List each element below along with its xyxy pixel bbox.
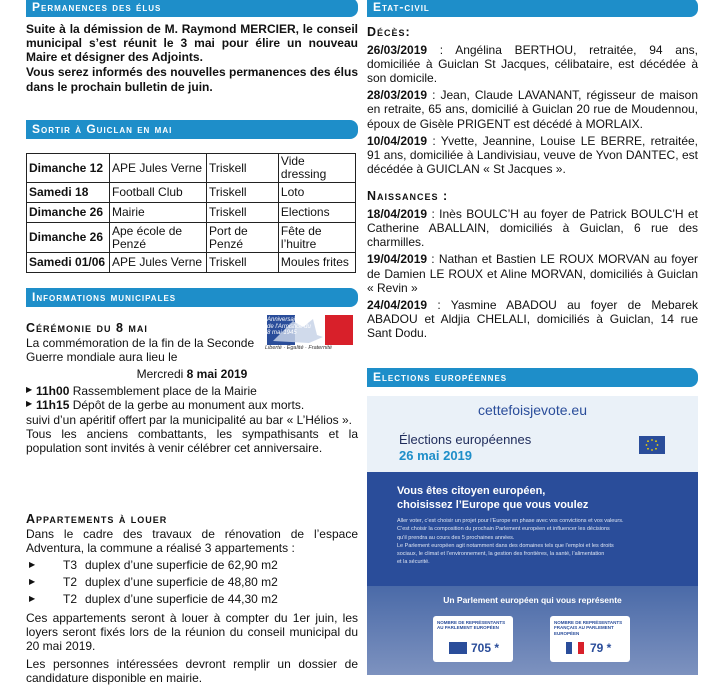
date-prefix: Mercredi	[136, 367, 187, 382]
entry-date: 10/04/2019	[367, 133, 428, 148]
permanences-heading: Permanences des élus	[26, 0, 358, 17]
table-cell: Ape école de Penzé	[110, 223, 207, 253]
entry-date: 18/04/2019	[367, 206, 428, 221]
poster-title: Élections européennes	[399, 432, 532, 447]
poster-band-text: Un Parlement européen qui vous représente	[443, 595, 622, 605]
appart-desc: duplex d’une superficie de 44,30 m2	[85, 592, 278, 607]
poster-url: cettefoisjevote.eu	[478, 402, 587, 418]
list-item	[26, 575, 358, 589]
deces-list	[367, 43, 698, 176]
table-cell: Triskell	[207, 183, 279, 203]
table-cell: Dimanche 26	[27, 223, 110, 253]
table-cell: Triskell	[207, 253, 279, 273]
permanences-p2: Vous serez informés des nouvelles permanences des élus dans le prochain bulletin de juin.	[26, 65, 358, 94]
table-row	[27, 253, 356, 273]
schedule-time-1: 11h00	[36, 384, 70, 399]
table-cell: Fête de l’huitre	[278, 223, 355, 253]
appart-type: T2	[63, 575, 78, 590]
table-cell: Elections	[278, 203, 355, 223]
table-row	[27, 183, 356, 203]
armistice-logo	[263, 315, 358, 353]
logo-lettering: Anniversaire de l'Armistice du 8 mai 1945	[267, 317, 311, 337]
appart-desc: duplex d’une superficie de 48,80 m2	[85, 575, 278, 590]
appart-text2: Ces appartements seront à louer à compter du 1er juin, les loyers seront fixés lors de la réunion du conseil municipal du 20 mai 2019.	[26, 610, 358, 653]
ceremonie-text: La commémoration de la fin de la Seconde Guerre mondiale aura lieu le	[26, 335, 255, 364]
fr-flag-icon	[566, 642, 584, 654]
list-item	[367, 43, 698, 85]
permanences-body	[26, 22, 358, 94]
card-fr-label: NOMBRE DE REPRÉSENTANTS FRANÇAIS AU PARLEMENT EUROPÉEN	[554, 620, 623, 636]
ceremonie-date	[26, 367, 358, 381]
permanences-p1: Suite à la démission de M. Raymond MERCIER, le conseil municipal s’est réunit le 3 mai pour élire un nouveau Maire et désigner des Adjoints.	[26, 22, 358, 65]
list-item	[367, 207, 698, 249]
table-cell: Mairie	[110, 203, 207, 223]
aperitif-text: suivi d’un apéritif offert par la municipalité au bar « L’Hélios ».	[26, 412, 352, 427]
deces-title: Décès:	[367, 25, 411, 39]
appart-title: Appartements à louer	[26, 512, 168, 526]
entry-text: : Yvette, Jeannine, Louise LE BERRE, retraitée, 91 ans, domiciliée à Landivisiau, veuve de Yvon DANTEC, est décédée à GUICLAN « St Jacques ».	[367, 133, 698, 176]
poster-card-eu	[433, 616, 513, 662]
entry-text: : Inès BOULC’H au foyer de Patrick BOULC’H et Catherine ABALLAIN, domiciliés à Guiclan, 6 rue des charmilles.	[367, 206, 698, 250]
table-cell: Triskell	[207, 154, 279, 183]
card-eu-value: 705 *	[471, 641, 500, 655]
entry-date: 19/04/2019	[367, 252, 428, 267]
ceremonie-title: Cérémonie du 8 mai	[26, 321, 148, 335]
poster-headline: Vous êtes citoyen européen, choisissez l’Europe que vous voulez	[397, 485, 589, 512]
table-cell: Loto	[278, 183, 355, 203]
table-cell: Moules frites	[278, 253, 355, 273]
table-row	[27, 154, 356, 183]
appart-block	[26, 512, 358, 685]
eu-flag-icon	[639, 436, 665, 454]
sortir-heading: Sortir à Guiclan en mai	[26, 120, 358, 139]
card-fr-value: 79 *	[590, 641, 612, 655]
schedule-item-2	[26, 398, 358, 412]
entry-text: : Angélina BERTHOU, retraitée, 94 ans, domiciliée à Guiclan St Jacques, célibataire, est décédée à son domicile.	[367, 42, 698, 86]
appart-type: T3	[63, 558, 78, 573]
table-cell: APE Jules Verne	[110, 154, 207, 183]
appart-list	[26, 558, 358, 606]
appart-text3: Les personnes intéressées devront remplir un dossier de candidature disponible en mairie.	[26, 657, 358, 685]
list-item	[26, 592, 358, 606]
list-item	[26, 558, 358, 572]
list-item	[367, 298, 698, 340]
table-row	[27, 203, 356, 223]
entry-text: : Nathan et Bastien LE ROUX MORVAN au foyer de Damien LE ROUX et Aline MORVAN, domiciliés à Guiclan « Revin »	[367, 252, 698, 295]
table-cell: Samedi 18	[27, 183, 110, 203]
appart-type: T2	[63, 592, 78, 607]
list-item	[367, 134, 698, 176]
table-cell: Port de Penzé	[207, 223, 279, 253]
schedule-text-1: Rassemblement place de la Mairie	[69, 384, 257, 399]
entry-text: : Yasmine ABADOU au foyer de Mebarek ABADOU et Aldjia CHELALI, domiciliés à Guiclan, 14 rue Sant Dodu.	[367, 297, 698, 341]
sortir-table	[26, 153, 356, 273]
card-eu-label: NOMBRE DE REPRÉSENTANTS AU PARLEMENT EUROPÉEN	[437, 620, 506, 631]
naissances-list	[367, 207, 698, 340]
infos-heading: Informations municipales	[26, 288, 358, 307]
etat-civil-body	[367, 25, 698, 340]
entry-date: 28/03/2019	[367, 88, 428, 103]
entry-date: 24/04/2019	[367, 297, 428, 312]
list-item	[367, 88, 698, 130]
table-cell: Dimanche 12	[27, 154, 110, 183]
table-cell: APE Jules Verne	[110, 253, 207, 273]
entry-text: : Jean, Claude LAVANANT, régisseur de maison en retraite, 65 ans, domicilié à Guiclan 20 rue de Moudennou, époux de Gisèle PRIGENT est décédé à MORLAIX.	[367, 88, 698, 131]
appart-desc: duplex d’une superficie de 62,90 m2	[85, 558, 278, 573]
poster-card-fr	[550, 616, 630, 662]
etat-civil-heading: Etat-civil	[367, 0, 698, 17]
schedule-time-2: 11h15	[36, 398, 70, 413]
eu-flag-small-icon	[449, 642, 467, 654]
naissances-title: Naissances :	[367, 189, 449, 204]
entry-date: 26/03/2019	[367, 42, 428, 57]
table-cell: Samedi 01/06	[27, 253, 110, 273]
table-cell: Dimanche 26	[27, 203, 110, 223]
logo-motto: Liberté · Égalité · Fraternité	[265, 345, 332, 351]
poster-date: 26 mai 2019	[399, 448, 473, 463]
table-row	[27, 223, 356, 253]
poster-paragraph: Aller voter, c’est choisir un projet pour l’Europe en phase avec vos convictions et vos valeurs. C’est choisir la composition du prochain Parlement européen et influencer les décisions qu’il prendra au cours des 5 prochaines années. Le Parlement européen agit notamment dans des domaines tels que l’emploi et les droits sociaux, le climat et l’environnement, la gestion des frontières, la santé, l’alimentation et la sécurité.	[397, 518, 624, 566]
schedule-item-1	[26, 384, 358, 398]
schedule-text-2: Dépôt de la gerbe au monument aux morts.	[69, 398, 305, 413]
table-cell: Triskell	[207, 203, 279, 223]
date-bold: 8 mai 2019	[186, 367, 248, 382]
list-item	[367, 252, 698, 294]
table-cell: Football Club	[110, 183, 207, 203]
elections-heading: Elections européennes	[367, 368, 698, 387]
appart-text: Dans le cadre des travaux de rénovation de l’espace Adventura, la commune a réalisé 3 appartements :	[26, 526, 358, 555]
invite-text: Tous les anciens combattants, les sympathisants et la population sont invités à venir célébrer cet anniversaire.	[26, 426, 358, 455]
elections-poster	[367, 396, 698, 675]
table-cell: Vide dressing	[278, 154, 355, 183]
